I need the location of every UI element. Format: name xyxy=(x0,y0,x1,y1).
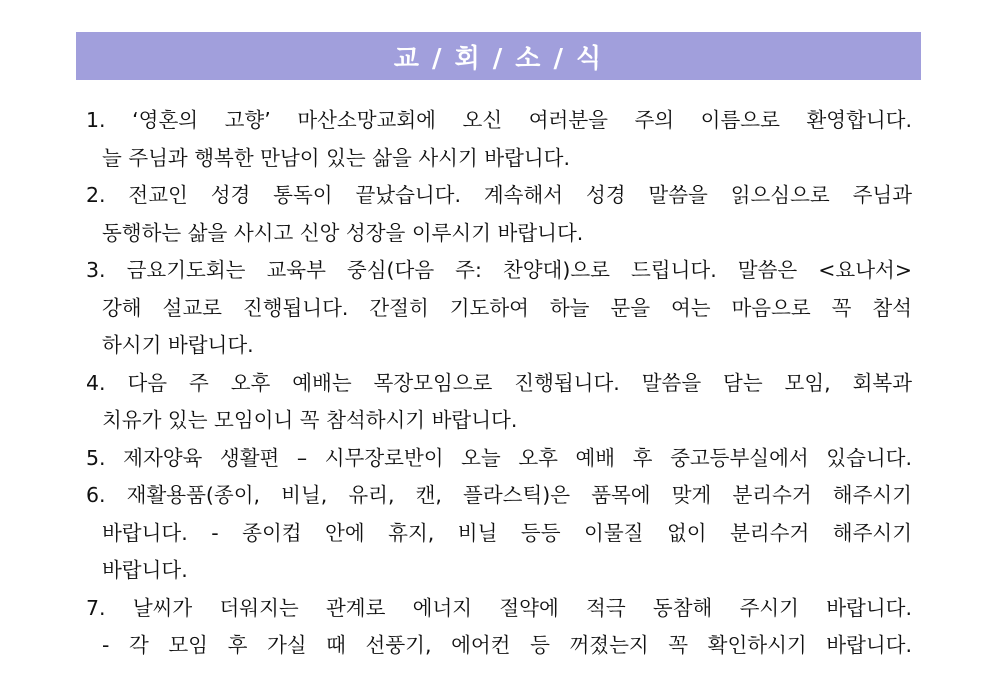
title-banner xyxy=(76,32,921,80)
notice-line: 바랍니다. - 종이컵 안에 휴지, 비닐 등등 이물질 없이 분리수거 해주시기 xyxy=(102,520,912,545)
notice-line: 바랍니다. xyxy=(102,558,188,582)
notice-line: 늘 주님과 행복한 만남이 있는 삶을 사시기 바랍니다. xyxy=(102,145,570,170)
notice-item-5 xyxy=(86,440,912,478)
notice-line: 3. 금요기도회는 교육부 중심(다음 주: 찬양대)으로 드립니다. 말씀은 <요나서> xyxy=(86,258,912,282)
notice-item-7 xyxy=(86,590,912,665)
notice-line: 7. 날씨가 더워지는 관계로 에너지 절약에 적극 동참해 주시기 바랍니다. xyxy=(86,595,912,620)
page-title: 교 / 회 / 소 / 식 xyxy=(393,43,604,74)
notice-line: 2. 전교인 성경 통독이 끝났습니다. 계속해서 성경 말씀을 읽으심으로 주님과 xyxy=(86,183,912,207)
notice-item-1 xyxy=(86,102,912,177)
notice-item-6 xyxy=(86,477,912,590)
notice-item-4 xyxy=(86,365,912,440)
notice-line: 동행하는 삶을 사시고 신앙 성장을 이루시기 바랍니다. xyxy=(102,220,584,245)
notice-line: 강해 설교로 진행됩니다. 간절히 기도하여 하늘 문을 여는 마음으로 꼭 참석 xyxy=(102,295,912,320)
notice-item-2 xyxy=(86,177,912,252)
notice-list xyxy=(86,102,912,665)
notice-line: 4. 다음 주 오후 예배는 목장모임으로 진행됩니다. 말씀을 담는 모임, 회복과 xyxy=(86,370,912,395)
notice-line: 6. 재활용품(종이, 비닐, 유리, 캔, 플라스틱)은 품목에 맞게 분리수거 해주시기 xyxy=(86,483,912,507)
notice-line: 1. ‘영혼의 고향’ 마산소망교회에 오신 여러분을 주의 이름으로 환영합니다. xyxy=(86,108,912,132)
notice-line: - 각 모임 후 가실 때 선풍기, 에어컨 등 꺼졌는지 꼭 확인하시기 바랍니다. xyxy=(102,633,912,657)
notice-line: 하시기 바랍니다. xyxy=(102,333,254,357)
notice-line: 치유가 있는 모임이니 꼭 참석하시기 바랍니다. xyxy=(102,408,518,432)
notice-line: 5. 제자양육 생활편 – 시무장로반이 오늘 오후 예배 후 중고등부실에서 있습니다. xyxy=(86,445,912,470)
notice-item-3 xyxy=(86,252,912,365)
